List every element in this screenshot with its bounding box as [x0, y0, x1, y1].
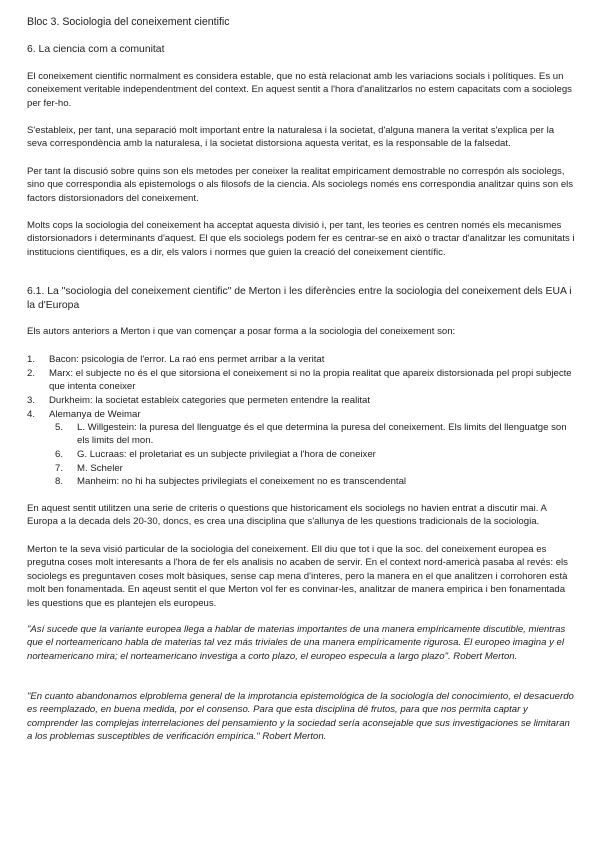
sublist-item: L. Willgestein: la puresa del llenguatge és el que determina la puresa del coneixement. Els limits del llenguatge son els limits del mon.: [77, 422, 567, 447]
list-item: Durkheim: la societat estableix categories que permeten entendre la realitat: [49, 395, 371, 406]
merton-quote-1: "Así sucede que la variante europea llega a hablar de materias importantes de una manera empíricamente discutible, mientras que el norteamericano habla de materias tal vez más triviales de una manera empíricamente rigurosa. El europeo imagina y el norteamericano mira; el norteamericano investiga a corto plazo, el europeo especula a largo plazo". Robert Merton.: [27, 624, 566, 662]
section-6-paragraph-3: Per tant la discusió sobre quins son els metodes per coneixer la realitat empiricament demostrable no correspón als sociolegs, sino que correspondia als epistemologs o als filosofs de la ciencia. Als sociolegs només ens correspondia analitzar quins son els factors distorsionadors del coneixement.: [27, 166, 574, 204]
document-title: Bloc 3. Sociologia del coneixement cientific: [27, 16, 230, 28]
section-6-paragraph-4: Molts cops la sociologia del coneixement ha acceptat aquesta divisió i, per tant, les teories es centren només els mecanismes distorsionadors i determinants d'aquest. El que els sociolegs podem fer es centrar-se en això o tractar d'analitzar les comunitats i institucions cientifiques, es a dir, els valors i normes que guien la creació del coneixement científic.: [27, 220, 575, 258]
sublist-item: G. Lucraas: el proletariat es un subjecte privilegiat a l'hora de coneixer: [77, 449, 376, 460]
list-item-number: 4.: [27, 409, 36, 420]
list-item: Alemanya de Weimar: [49, 409, 141, 420]
list-item: Bacon: psicologia de l'error. La raó ens permet arribar a la veritat: [49, 354, 325, 365]
section-6-heading: 6. La ciencia com a comunitat: [27, 44, 165, 55]
sublist-item-number: 8.: [55, 476, 64, 487]
sublist-item-number: 7.: [55, 463, 64, 474]
section-6-1-paragraph-1: En aquest sentit utilitzen una serie de criteris o questions que historicament els sociolegs no havien entrat a discutir mai. A Europa a la decada dels 20-30, doncs, es crea una disciplina que s'allunya de les questions tradicionals de la sociologia.: [27, 503, 547, 528]
section-6-1-paragraph-2: Merton te la seva visió particular de la sociologia del coneixement. Ell diu que tot i que la soc. del coneixement europea es pregutna coses molt interesants a l'hora de fer els analisis no acaben de servir. En el context nord-americà pasaba al revés: els sociolegs es preguntaven coses molt bàsiques, sense cap mena d'interes, pero la manera en el que analitzen i corrohoren està molt ben fonamentada. En aqeust sentit el que Merton vol fer es convinar-les, analitzar de manera empirica i ben fonamentada les questions que es plantejen els europeus.: [27, 544, 568, 609]
list-item-number: 2.: [27, 368, 36, 379]
sublist-item: Manheim: no hi ha subjectes privilegiats el coneixement no es transcendental: [77, 476, 407, 487]
merton-quote-2: "En cuanto abandonamos elproblema general de la improtancia epistemológica de la sociología del conocimiento, el desacuerdo es reemplazado, en buena medida, por el consenso. Para que esta disciplina dé frutos, para que nos permita captar y comprender las complejas interrelaciones del pensamiento y la sociedad sería aconsejable que sus investigaciones se limitaran a los problemas susceptibles de verificación empírica." Robert Merton.: [27, 691, 574, 743]
list-item-number: 1.: [27, 354, 36, 365]
sublist-item-number: 6.: [55, 449, 64, 460]
sublist-item: M. Scheler: [77, 463, 123, 474]
section-6-paragraph-2: S'estableix, per tant, una separació molt important entre la naturalesa i la societat, d'alguna manera la veritat s'explica per la seva correspondència amb la naturalesa, i la societat distorsiona aquesta veritat, es la responsable de la falsedat.: [27, 125, 555, 150]
section-6-1-heading: 6.1. La "sociologia del coneixement cientific" de Merton i les diferències entre la sociologia del coneixement dels EUA i la d'Europa: [27, 286, 572, 311]
section-6-paragraph-1: El coneixement cientific normalment es considera estable, que no està relacionat amb les variacions socials i polítiques. Es un coneixement veritable independentment del context. En aquest sentit a l'hora d'analitzarlos no estem capacitats com a sociolegs per fer-ho.: [27, 71, 572, 109]
sublist-item-number: 5.: [55, 422, 64, 433]
list-item-number: 3.: [27, 395, 36, 406]
section-6-1-intro: Els autors anteriors a Merton i que van començar a posar forma a la sociologia del coneixement son:: [27, 326, 456, 337]
list-item: Marx: el subjecte no és el que sitorsiona el coneixement si no la propia realitat que apareix distorsionada pel propi subjecte que intenta coneixer: [49, 368, 572, 393]
